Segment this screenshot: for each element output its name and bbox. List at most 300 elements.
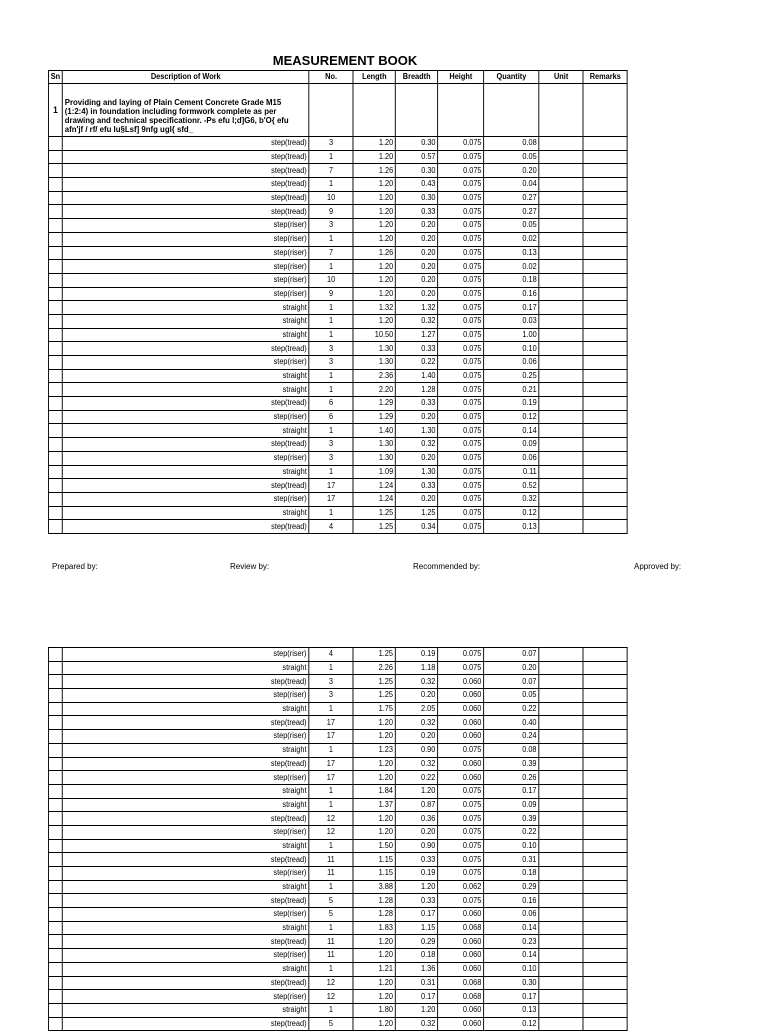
empty-cell (539, 84, 583, 137)
table-row (48, 908, 627, 922)
no-cell: 3 (309, 675, 353, 689)
unit-cell (539, 219, 583, 233)
breadth-cell: 2.05 (395, 702, 437, 716)
remarks-cell (583, 356, 627, 370)
quantity-cell: 0.12 (484, 410, 539, 424)
height-cell: 0.075 (438, 260, 484, 274)
description-cell: step(tread) (62, 342, 309, 356)
unit-cell (539, 853, 583, 867)
description-cell: step(riser) (62, 492, 309, 506)
length-cell: 2.36 (353, 369, 395, 383)
length-cell: 1.21 (353, 962, 395, 976)
no-cell: 11 (309, 853, 353, 867)
length-cell: 10.50 (353, 328, 395, 342)
unit-cell (539, 825, 583, 839)
quantity-cell: 0.06 (484, 356, 539, 370)
remarks-cell (583, 438, 627, 452)
unit-cell (539, 935, 583, 949)
no-cell: 1 (309, 328, 353, 342)
remarks-cell (583, 301, 627, 315)
table-row (48, 812, 627, 826)
sn-cell (48, 716, 62, 730)
unit-cell (539, 287, 583, 301)
table-row (48, 506, 627, 520)
description-cell: straight (62, 839, 309, 853)
no-cell: 9 (309, 287, 353, 301)
length-cell: 1.37 (353, 798, 395, 812)
length-cell: 1.28 (353, 894, 395, 908)
quantity-cell: 0.23 (484, 935, 539, 949)
empty-cell (484, 84, 539, 137)
table-row (48, 825, 627, 839)
remarks-cell (583, 825, 627, 839)
unit-cell (539, 743, 583, 757)
unit-cell (539, 424, 583, 438)
table-row (48, 479, 627, 493)
breadth-cell: 0.34 (396, 520, 438, 534)
unit-cell (539, 465, 583, 479)
remarks-cell (583, 880, 627, 894)
sn-cell (48, 451, 62, 465)
description-cell: step(riser) (62, 825, 309, 839)
breadth-cell: 1.27 (396, 328, 438, 342)
unit-cell (539, 356, 583, 370)
quantity-cell: 0.04 (484, 178, 539, 192)
table-row (48, 894, 627, 908)
sn-cell (48, 273, 62, 287)
quantity-cell: 0.10 (484, 962, 539, 976)
no-cell: 17 (309, 492, 353, 506)
sn-cell (48, 191, 62, 205)
quantity-cell: 0.20 (484, 164, 539, 178)
height-cell: 0.060 (438, 1003, 484, 1017)
breadth-cell: 1.40 (396, 369, 438, 383)
table-row (48, 702, 627, 716)
no-cell: 1 (309, 232, 353, 246)
table-row (48, 757, 627, 771)
sn-cell (48, 150, 62, 164)
height-cell: 0.075 (438, 867, 484, 881)
breadth-cell: 0.33 (396, 342, 438, 356)
unit-cell (539, 867, 583, 881)
remarks-cell (583, 246, 627, 260)
unit-cell (539, 520, 583, 534)
height-cell: 0.060 (438, 771, 484, 785)
table-row (48, 397, 627, 411)
quantity-cell: 0.07 (484, 648, 539, 662)
table-row (48, 438, 627, 452)
length-cell: 1.80 (353, 1003, 395, 1017)
sn-cell (48, 260, 62, 274)
unit-cell (539, 342, 583, 356)
height-cell: 0.075 (438, 328, 484, 342)
table-row (48, 976, 627, 990)
height-cell: 0.060 (438, 1017, 484, 1031)
description-cell: straight (62, 784, 309, 798)
length-cell: 1.24 (353, 479, 395, 493)
remarks-cell (583, 771, 627, 785)
breadth-cell: 0.33 (395, 894, 437, 908)
description-cell: straight (62, 301, 309, 315)
sn-cell (48, 410, 62, 424)
breadth-cell: 0.20 (396, 246, 438, 260)
height-cell: 0.060 (438, 716, 484, 730)
length-cell: 1.83 (353, 921, 395, 935)
length-cell: 1.40 (353, 424, 395, 438)
quantity-cell: 0.29 (484, 880, 539, 894)
no-cell: 12 (309, 825, 353, 839)
sn-cell (48, 702, 62, 716)
remarks-cell (583, 287, 627, 301)
remarks-cell (583, 716, 627, 730)
unit-cell (539, 689, 583, 703)
description-cell: step(tread) (62, 191, 309, 205)
description-cell: step(tread) (62, 164, 309, 178)
header-unit: Unit (539, 71, 583, 84)
sn-cell (48, 328, 62, 342)
breadth-cell: 0.57 (396, 150, 438, 164)
length-cell: 1.20 (353, 825, 395, 839)
remarks-cell (583, 451, 627, 465)
quantity-cell: 0.18 (484, 867, 539, 881)
table-row (48, 410, 627, 424)
remarks-cell (583, 689, 627, 703)
description-cell: step(riser) (62, 232, 309, 246)
sn-cell (48, 880, 62, 894)
remarks-cell (583, 675, 627, 689)
quantity-cell: 0.13 (484, 520, 539, 534)
height-cell: 0.075 (438, 812, 484, 826)
description-cell: step(riser) (62, 908, 309, 922)
length-cell: 2.26 (353, 661, 395, 675)
height-cell: 0.060 (438, 908, 484, 922)
length-cell: 1.32 (353, 301, 395, 315)
description-cell: step(riser) (62, 990, 309, 1004)
sn-cell (48, 921, 62, 935)
no-cell: 7 (309, 246, 353, 260)
description-cell: step(riser) (62, 730, 309, 744)
height-cell: 0.068 (438, 990, 484, 1004)
length-cell: 1.23 (353, 743, 395, 757)
sn-cell (48, 730, 62, 744)
sn-cell (48, 479, 62, 493)
description-cell: straight (62, 702, 309, 716)
breadth-cell: 0.17 (395, 990, 437, 1004)
unit-cell (539, 232, 583, 246)
remarks-cell (583, 178, 627, 192)
quantity-cell: 0.05 (484, 689, 539, 703)
remarks-cell (583, 798, 627, 812)
unit-cell (539, 648, 583, 662)
height-cell: 0.075 (438, 784, 484, 798)
breadth-cell: 1.20 (395, 880, 437, 894)
remarks-cell (583, 520, 627, 534)
remarks-cell (583, 424, 627, 438)
breadth-cell: 1.20 (395, 1003, 437, 1017)
quantity-cell: 0.05 (484, 150, 539, 164)
description-cell: straight (62, 798, 309, 812)
table-row (48, 648, 627, 662)
description-cell: straight (62, 328, 309, 342)
description-cell: step(tread) (62, 675, 309, 689)
no-cell: 1 (309, 314, 353, 328)
breadth-cell: 0.90 (395, 839, 437, 853)
quantity-cell: 0.06 (484, 908, 539, 922)
remarks-cell (583, 137, 627, 151)
description-cell: straight (62, 369, 309, 383)
breadth-cell: 0.30 (396, 191, 438, 205)
unit-cell (539, 784, 583, 798)
item-sn: 1 (48, 84, 62, 137)
unit-cell (539, 757, 583, 771)
remarks-cell (583, 812, 627, 826)
description-cell: step(tread) (62, 150, 309, 164)
header-quantity: Quantity (484, 71, 539, 84)
remarks-cell (583, 342, 627, 356)
remarks-cell (583, 839, 627, 853)
sn-cell (48, 301, 62, 315)
description-cell: step(tread) (62, 757, 309, 771)
height-cell: 0.075 (438, 825, 484, 839)
length-cell: 1.20 (353, 191, 395, 205)
length-cell: 1.20 (353, 935, 395, 949)
description-cell: step(riser) (62, 949, 309, 963)
description-cell: step(tread) (62, 205, 309, 219)
remarks-cell (583, 506, 627, 520)
breadth-cell: 0.20 (396, 410, 438, 424)
quantity-cell: 0.20 (484, 661, 539, 675)
description-cell: step(tread) (62, 397, 309, 411)
table-row (48, 164, 627, 178)
empty-cell (353, 84, 395, 137)
breadth-cell: 0.87 (395, 798, 437, 812)
height-cell: 0.075 (438, 356, 484, 370)
unit-cell (539, 990, 583, 1004)
height-cell: 0.060 (438, 702, 484, 716)
sn-cell (48, 757, 62, 771)
remarks-cell (583, 369, 627, 383)
length-cell: 1.20 (353, 757, 395, 771)
no-cell: 1 (309, 260, 353, 274)
quantity-cell: 0.22 (484, 702, 539, 716)
sn-cell (48, 438, 62, 452)
sn-cell (48, 287, 62, 301)
breadth-cell: 1.30 (396, 424, 438, 438)
sn-cell (48, 825, 62, 839)
header-length: Length (353, 71, 395, 84)
no-cell: 6 (309, 410, 353, 424)
breadth-cell: 0.33 (396, 479, 438, 493)
quantity-cell: 0.22 (484, 825, 539, 839)
empty-cell (583, 84, 627, 137)
remarks-cell (583, 492, 627, 506)
no-cell: 1 (309, 839, 353, 853)
table-row (48, 314, 627, 328)
remarks-cell (583, 397, 627, 411)
remarks-cell (583, 260, 627, 274)
no-cell: 12 (309, 812, 353, 826)
description-cell: step(tread) (62, 178, 309, 192)
no-cell: 7 (309, 164, 353, 178)
unit-cell (539, 1003, 583, 1017)
table-row (48, 178, 627, 192)
unit-cell (539, 962, 583, 976)
quantity-cell: 1.00 (484, 328, 539, 342)
remarks-cell (583, 219, 627, 233)
sn-cell (48, 771, 62, 785)
unit-cell (539, 438, 583, 452)
length-cell: 1.20 (353, 990, 395, 1004)
description-cell: step(tread) (62, 716, 309, 730)
height-cell: 0.075 (438, 853, 484, 867)
no-cell: 5 (309, 1017, 353, 1031)
no-cell: 17 (309, 479, 353, 493)
no-cell: 5 (309, 894, 353, 908)
no-cell: 1 (309, 962, 353, 976)
description-cell: step(riser) (62, 410, 309, 424)
description-cell: straight (62, 383, 309, 397)
remarks-cell (583, 730, 627, 744)
sn-cell (48, 520, 62, 534)
sn-cell (48, 661, 62, 675)
description-cell: step(riser) (62, 287, 309, 301)
length-cell: 1.20 (353, 287, 395, 301)
unit-cell (539, 921, 583, 935)
remarks-cell (583, 383, 627, 397)
sn-cell (48, 314, 62, 328)
remarks-cell (583, 648, 627, 662)
length-cell: 1.25 (353, 689, 395, 703)
no-cell: 5 (309, 908, 353, 922)
no-cell: 9 (309, 205, 353, 219)
breadth-cell: 1.32 (396, 301, 438, 315)
table-row (48, 260, 627, 274)
no-cell: 6 (309, 397, 353, 411)
height-cell: 0.060 (438, 962, 484, 976)
measurement-table-page-1 (48, 70, 628, 534)
breadth-cell: 0.20 (396, 232, 438, 246)
unit-cell (539, 908, 583, 922)
unit-cell (539, 328, 583, 342)
table-row (48, 949, 627, 963)
table-row (48, 867, 627, 881)
length-cell: 1.20 (353, 232, 395, 246)
no-cell: 10 (309, 191, 353, 205)
length-cell: 1.29 (353, 397, 395, 411)
description-cell: step(riser) (62, 648, 309, 662)
description-cell: step(riser) (62, 867, 309, 881)
unit-cell (539, 273, 583, 287)
quantity-cell: 0.14 (484, 424, 539, 438)
quantity-cell: 0.21 (484, 383, 539, 397)
sn-cell (48, 219, 62, 233)
height-cell: 0.075 (438, 743, 484, 757)
quantity-cell: 0.08 (484, 743, 539, 757)
header-height: Height (438, 71, 484, 84)
description-cell: straight (62, 465, 309, 479)
sn-cell (48, 465, 62, 479)
header-sn: Sn (48, 71, 62, 84)
length-cell: 1.50 (353, 839, 395, 853)
table-row (48, 675, 627, 689)
sn-cell (48, 205, 62, 219)
unit-cell (539, 661, 583, 675)
height-cell: 0.075 (438, 798, 484, 812)
sn-cell (48, 867, 62, 881)
height-cell: 0.060 (438, 935, 484, 949)
quantity-cell: 0.09 (484, 798, 539, 812)
no-cell: 1 (309, 702, 353, 716)
quantity-cell: 0.39 (484, 812, 539, 826)
length-cell: 1.30 (353, 438, 395, 452)
description-cell: straight (62, 314, 309, 328)
length-cell: 1.29 (353, 410, 395, 424)
no-cell: 1 (309, 383, 353, 397)
empty-cell (438, 84, 484, 137)
remarks-cell (583, 328, 627, 342)
recommended-by-label: Recommended by: (413, 562, 481, 571)
header-description: Description of Work (62, 71, 309, 84)
sn-cell (48, 894, 62, 908)
breadth-cell: 1.36 (395, 962, 437, 976)
height-cell: 0.075 (438, 369, 484, 383)
table-row (48, 743, 627, 757)
quantity-cell: 0.14 (484, 921, 539, 935)
sn-cell (48, 743, 62, 757)
no-cell: 3 (309, 219, 353, 233)
no-cell: 3 (309, 137, 353, 151)
prepared-by-label: Prepared by: (52, 562, 98, 571)
height-cell: 0.075 (438, 520, 484, 534)
unit-cell (539, 894, 583, 908)
header-breadth: Breadth (396, 71, 438, 84)
height-cell: 0.075 (438, 492, 484, 506)
unit-cell (539, 675, 583, 689)
table-row (48, 205, 627, 219)
height-cell: 0.075 (438, 273, 484, 287)
no-cell: 1 (309, 743, 353, 757)
breadth-cell: 0.32 (395, 716, 437, 730)
no-cell: 1 (309, 784, 353, 798)
remarks-cell (583, 921, 627, 935)
quantity-cell: 0.10 (484, 839, 539, 853)
breadth-cell: 0.32 (395, 1017, 437, 1031)
breadth-cell: 0.30 (396, 164, 438, 178)
no-cell: 1 (309, 178, 353, 192)
length-cell: 1.25 (353, 506, 395, 520)
table-row (48, 424, 627, 438)
quantity-cell: 0.32 (484, 492, 539, 506)
sn-cell (48, 506, 62, 520)
length-cell: 1.20 (353, 205, 395, 219)
quantity-cell: 0.52 (484, 479, 539, 493)
table-row (48, 730, 627, 744)
breadth-cell: 0.22 (395, 771, 437, 785)
length-cell: 1.25 (353, 648, 395, 662)
sn-cell (48, 853, 62, 867)
sn-cell (48, 137, 62, 151)
height-cell: 0.075 (438, 191, 484, 205)
breadth-cell: 1.25 (396, 506, 438, 520)
table-row (48, 342, 627, 356)
breadth-cell: 0.31 (395, 976, 437, 990)
sn-cell (48, 812, 62, 826)
unit-cell (539, 812, 583, 826)
sn-cell (48, 798, 62, 812)
sn-cell (48, 675, 62, 689)
height-cell: 0.075 (438, 397, 484, 411)
header-remarks: Remarks (583, 71, 627, 84)
